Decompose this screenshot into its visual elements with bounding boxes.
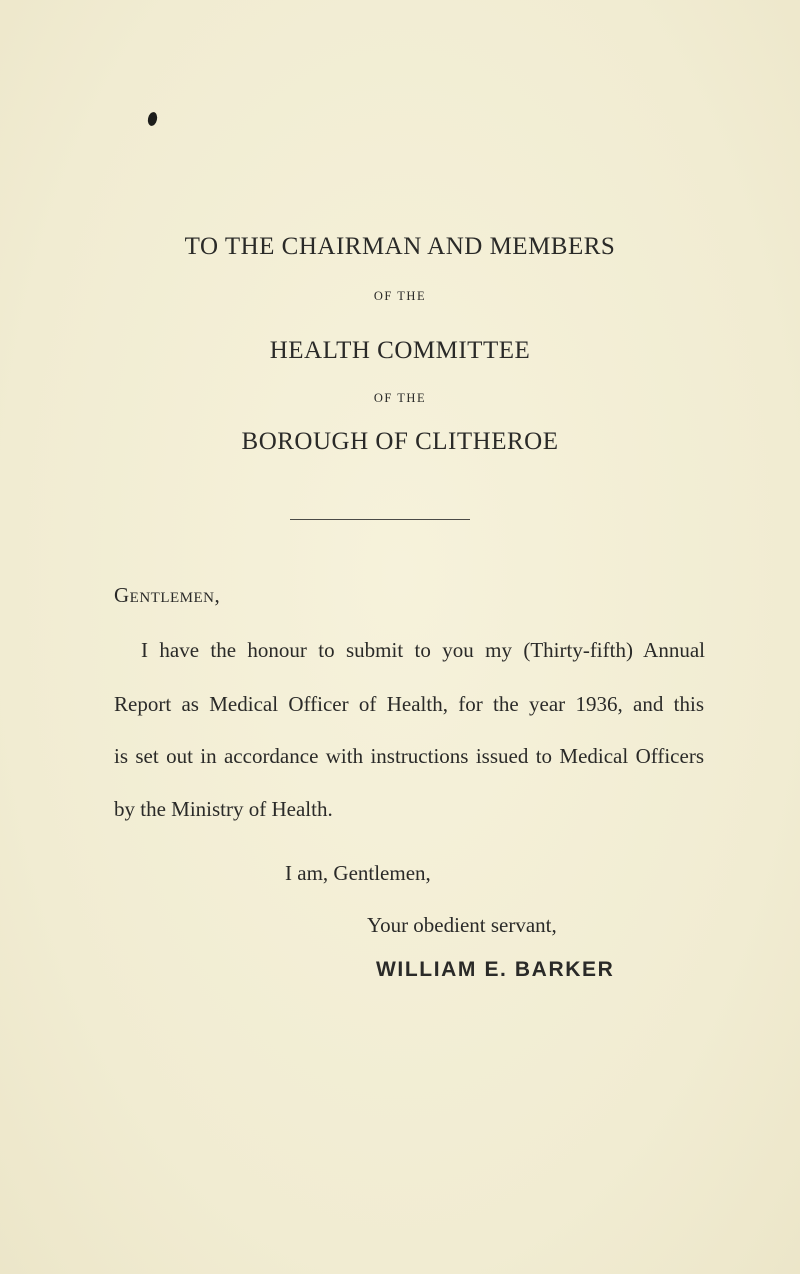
body-line-2: Report as Medical Officer of Health, for the year 1936, and this	[114, 692, 704, 716]
signature: WILLIAM E. BARKER	[376, 958, 615, 981]
divider-rule	[290, 519, 470, 520]
body-line-3: is set out in accordance with instructions issued to Medical Officers	[114, 744, 704, 768]
heading-committee: HEALTH COMMITTEE	[269, 337, 531, 364]
ink-blot-mark	[147, 111, 159, 127]
heading-borough: BOROUGH OF CLITHEROE	[241, 428, 559, 455]
body-line-4: by the Ministry of Health.	[114, 797, 333, 821]
closing-line-1: I am, Gentlemen,	[285, 861, 431, 885]
body-line-1: I have the honour to submit to you my (Thirty-fifth) Annual	[141, 638, 705, 662]
heading-addressee: TO THE CHAIRMAN AND MEMBERS	[184, 233, 616, 260]
salutation: Gentlemen,	[114, 583, 221, 607]
closing-line-2: Your obedient servant,	[367, 913, 557, 937]
heading-connector-1: OF THE	[373, 289, 427, 303]
heading-connector-2: OF THE	[373, 391, 427, 405]
